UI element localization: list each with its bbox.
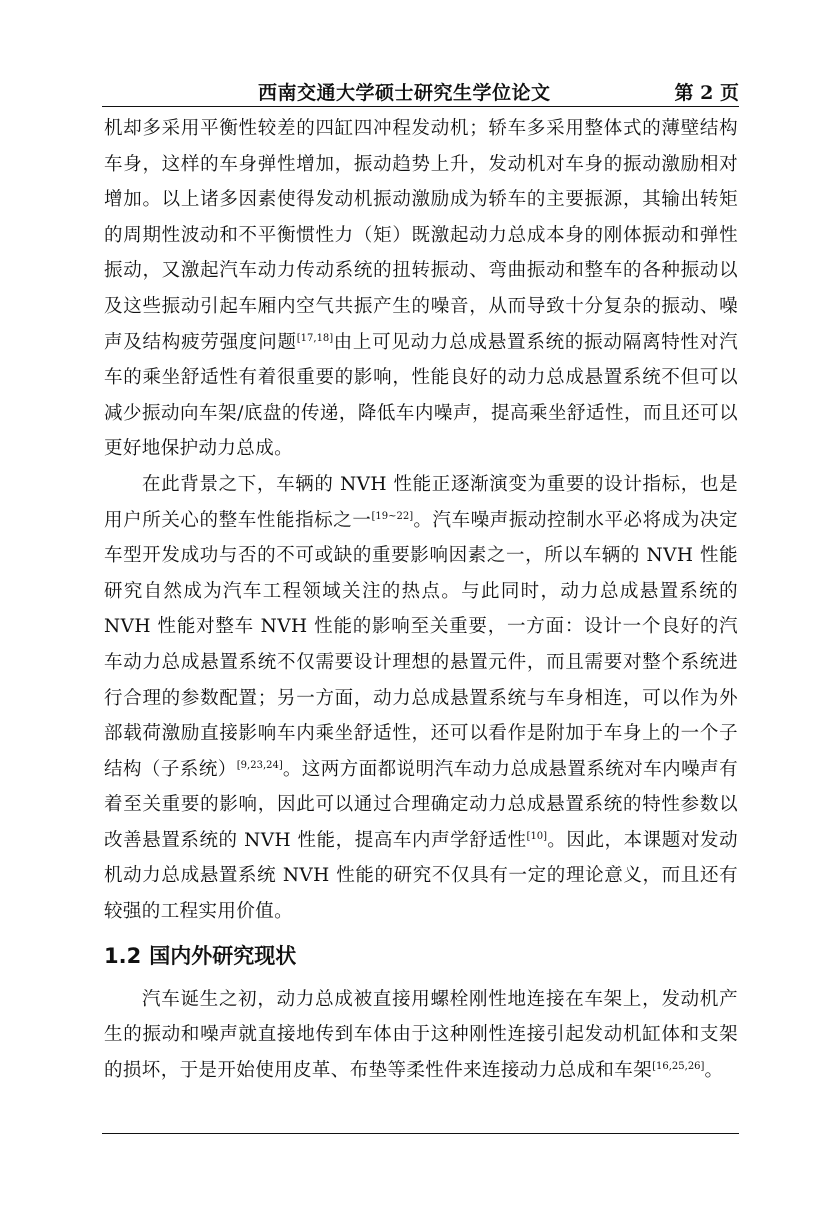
paragraph-text: 。汽车噪声振动控制水平必将成为决定车型开发成功与否的不可或缺的重要影响因素之一，所以车辆的 NVH 性能研究自然成为汽车工程领域关注的热点。与此同时，动力总成悬置系统的 NVH 性能对整车 NVH 性能的影响至关重要，一方面：设计一个良好的汽车动力总成悬置系统不仅需要设计理想的悬置元件，而且需要对整个系统进行合理的参数配置；另一方面，动力总成悬置系统与车身相连，可以作为外部载荷激励直接影响车内乘坐舒适性，还可以看作是附加于车身上的一个子结构（子系统） (104, 509, 738, 780)
section-title: 国内外研究现状 (149, 943, 297, 968)
citation: [17,18] (296, 332, 334, 344)
footer-rule (102, 1133, 739, 1134)
paragraph-text: 汽车诞生之初，动力总成被直接用螺栓刚性地连接在车架上，发动机产生的振动和噪声就直接地传到车体由于这种刚性连接引起发动机缸体和支架的损坏，于是开始使用皮革、布垫等柔性件来连接动力总成和车架 (104, 988, 738, 1081)
paragraph-text: 在此背景之下，车辆的 NVH 性能正逐渐演变为重要的设计指标，也是用户所关心的整车性能指标之一 (104, 473, 738, 531)
citation: [19~22] (371, 510, 414, 522)
paragraph-3 (104, 982, 738, 1089)
paragraph-1 (104, 111, 738, 467)
header-rule (102, 106, 739, 107)
paragraph-text: 。因此，本课题对发动机动力总成悬置系统 NVH 性能的研究不仅具有一定的理论意义，而且还有较强的工程实用价值。 (104, 829, 738, 923)
paragraph-text: 。 (704, 1059, 724, 1081)
citation: [16,25,26] (652, 1060, 705, 1072)
paragraph-text: 机却多采用平衡性较差的四缸四冲程发动机；轿车多采用整体式的薄壁结构车身，这样的车身弹性增加，振动趋势上升，发动机对车身的振动激励相对增加。以上诸多因素使得发动机振动激励成为轿车的主要振源，其输出转矩的周期性波动和不平衡惯性力（矩）既激起动力总成本身的刚体振动和弹性振动，又激起汽车动力传动系统的扭转振动、弯曲振动和整车的各种振动以及这些振动引起车厢内空气共振产生的噪音，从而导致十分复杂的振动、噪声及结构疲劳强度问题 (104, 118, 738, 353)
citation: [9,23,24] (236, 759, 283, 771)
page-body (104, 111, 738, 1088)
citation: [10] (526, 830, 548, 842)
paragraph-text: 由上可见动力总成悬置系统的振动隔离特性对汽车的乘坐舒适性有着很重要的影响，性能良好的动力总成悬置系统不但可以减少振动向车架/底盘的传递，降低车内噪声，提高乘坐舒适性，而且还可以更好地保护动力总成。 (104, 331, 738, 460)
section-number: 1.2 (104, 943, 142, 968)
section-heading (104, 930, 738, 982)
header-title: 西南交通大学硕士研究生学位论文 (258, 82, 551, 104)
running-header (102, 78, 739, 102)
paragraph-text: 。这两方面都说明汽车动力总成悬置系统对车内噪声有着至关重要的影响，因此可以通过合理确定动力总成悬置系统的特性参数以改善悬置系统的 NVH 性能，提高车内声学舒适性 (104, 758, 738, 851)
paragraph-2 (104, 467, 738, 930)
page-number: 第 2 页 (674, 82, 739, 104)
